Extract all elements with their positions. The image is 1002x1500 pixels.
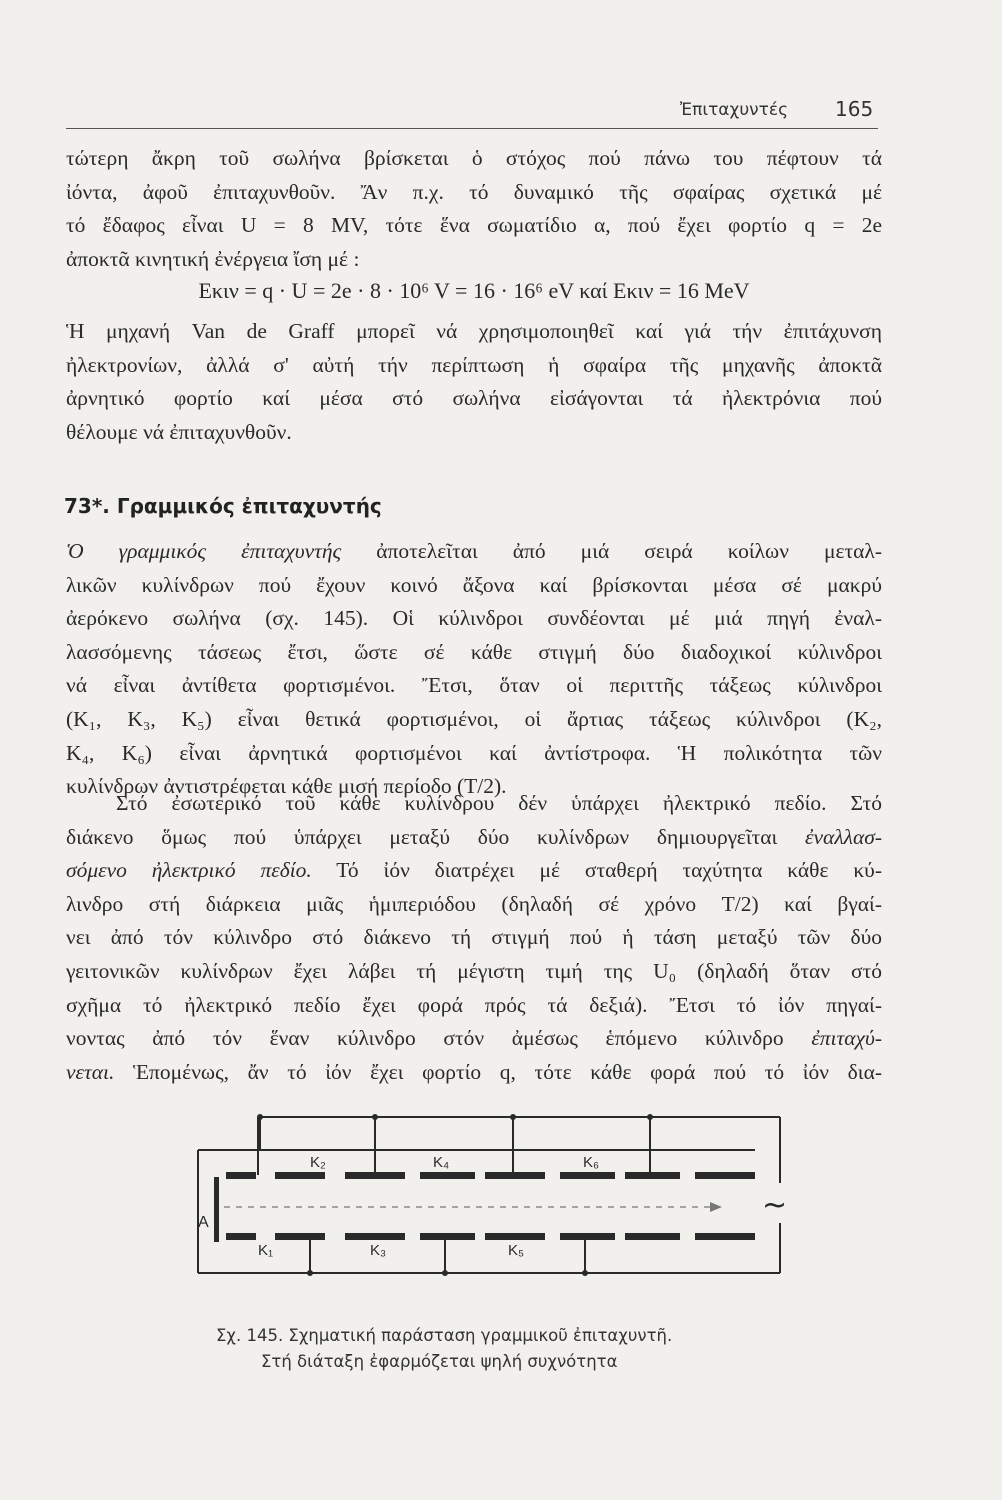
text-run: Τό ἰόν διατρέχει μέ σταθερή ταχύτητα κάθε κύ- [311, 858, 882, 883]
text-line: λινδρο στή διάρκεια μιᾶς ἡμιπεριόδου (δηλαδή σέ χρόνο T/2) καί βγαί- [66, 891, 882, 916]
k3-label: K₃ [370, 1242, 387, 1259]
text-line [66, 535, 882, 569]
text-run: ἀποτελεῖται ἀπό μιά σειρά κοίλων μεταλ- [341, 539, 882, 563]
text-line: ἰόντα, ἀφοῦ ἐπιταχυνθοῦν. Ἄν π.χ. τό δυναμικό τῆς σφαίρας σχετικά μέ [66, 179, 882, 204]
lower-electrode-segment [560, 1233, 615, 1240]
paragraph-van-de-graaff-energy [66, 142, 882, 276]
page-number: 165 [835, 97, 874, 121]
junction-dot [510, 1114, 516, 1120]
text-line: σχῆμα τό ἠλεκτρικό πεδίο ἔχει φορά πρός τά δεξιά). Ἔτσι τό ἰόν πηγαί- [66, 992, 882, 1017]
section-heading: 73*. Γραμμικός ἐπιταχυντής [64, 494, 382, 518]
ion-source-plate [214, 1177, 219, 1242]
paragraph-alternating-field [66, 787, 882, 1089]
text-line: νει ἀπό τόν κύλινδρο στό διάκενο τή στιγμή πού ἡ τάση μεταξύ τῶν δύο [66, 925, 882, 950]
caption-line: Στή διάταξη ἐφαρμόζεται ψηλή συχνότητα [261, 1352, 618, 1371]
k4-label: K₄ [433, 1154, 450, 1171]
header-rule [66, 128, 878, 129]
text-line: Στό ἐσωτερικό τοῦ κάθε κυλίνδρου δέν ὑπάρχει ἠλεκτρικό πεδίο. Στό [116, 791, 882, 815]
k5-label: K₅ [508, 1242, 525, 1259]
k1-label: K₁ [258, 1242, 274, 1259]
term-accelerated: ἐπιταχύ- [811, 1026, 882, 1051]
running-title: Ἐπιταχυντές [680, 100, 789, 120]
text-run: νοντας ἀπό τόν ἕναν κύλινδρο στόν ἀμέσως ἑπόμενο κύλινδρο [66, 1026, 812, 1051]
linear-accelerator-figure [180, 1105, 820, 1330]
text-line: (K₁, K₃, K₅) εἶναι θετικά φορτισμένοι, οἱ ἄρτιας τάξεως κύλινδροι (K₂, [66, 706, 882, 731]
text-line: γειτονικῶν κυλίνδρων ἔχει λάβει τή μέγιστη τιμή της U₀ (δηλαδή ὅταν στό [66, 958, 882, 983]
term-accelerated-end: νεται. [66, 1059, 115, 1084]
junction-dot [582, 1270, 588, 1276]
lower-electrode-segment [420, 1233, 475, 1240]
term-alternating-field: σόμενο ἠλεκτρικό πεδίο. [66, 858, 312, 883]
text-line: θέλουμε νά ἐπιταχυνθοῦν. [66, 419, 292, 444]
text-line: ἀρνητικό φορτίο καί μέσα στό σωλήνα εἰσάγονται τά ἠλεκτρόνια πού [66, 386, 882, 411]
figure-caption [216, 1323, 816, 1375]
junction-dot [372, 1114, 378, 1120]
text-line: K₄, K₆) εἶναι ἀρνητικά φορτισμένοι καί ἀντίστροφα. Ἡ πολικότητα τῶν [66, 740, 882, 765]
text-line: ἀερόκενο σωλήνα (σχ. 145). Οἱ κύλινδροι συνδέονται μέ μιά πηγή ἐναλ- [66, 606, 882, 631]
lower-electrode-segment [485, 1233, 545, 1240]
upper-electrode-segment [560, 1172, 615, 1179]
junction-dot [307, 1270, 313, 1276]
text-line: κυλίνδρων ἀντιστρέφεται κάθε μισή περίοδο (T/2). [66, 774, 507, 799]
text-line: λικῶν κυλίνδρων πού ἔχουν κοινό ἄξονα καί βρίσκονται μέσα σέ μακρύ [66, 572, 882, 597]
lower-electrode-segment [345, 1233, 405, 1240]
ac-source-icon: ~ [762, 1188, 788, 1223]
term-linear-accelerator: Ὁ γραμμικός ἐπιταχυντής [66, 539, 342, 563]
text-run: Ἑπομένως, ἄν τό ἰόν ἔχει φορτίο q, τότε κάθε φορά πού τό ἰόν δια- [114, 1059, 882, 1084]
caption-line: Σχ. 145. Σχηματική παράσταση γραμμικοῦ ἐπιταχυντῆ. [216, 1326, 673, 1345]
upper-electrode-segment [695, 1172, 755, 1179]
junction-dot [442, 1270, 448, 1276]
lower-electrode-segment [226, 1233, 256, 1240]
upper-electrode-segment [625, 1172, 680, 1179]
paragraph-electron-acceleration [66, 315, 882, 449]
term-alternating: ἐναλλασ- [805, 824, 882, 849]
upper-electrode-segment [485, 1172, 545, 1179]
junction-dot [257, 1114, 263, 1120]
text-run: διάκενο ὅμως πού ὑπάρχει μεταξύ δύο κυλίνδρων δημιουργεῖται [66, 824, 806, 849]
text-line [66, 1056, 882, 1090]
k6-label: K₆ [583, 1154, 600, 1171]
text-line [66, 854, 882, 888]
text-line: ἀποκτᾶ κινητική ἐνέργεια ἴση μέ : [66, 246, 360, 271]
k2-label: K₂ [310, 1154, 326, 1171]
source-label: A [198, 1214, 209, 1231]
upper-electrode-segment [226, 1172, 256, 1179]
text-line: τώτερη ἄκρη τοῦ σωλήνα βρίσκεται ὁ στόχος πού πάνω του πέφτουν τά [66, 146, 882, 170]
text-line: τό ἔδαφος εἶναι U = 8 MV, τότε ἕνα σωματίδιο α, πού ἔχει φορτίο q = 2e [66, 213, 882, 238]
junction-dot [647, 1114, 653, 1120]
energy-equation: Eκιν = q · U = 2e · 8 · 10⁶ V = 16 · 16⁶ eV καί Eκιν = 16 MeV [198, 278, 750, 303]
text-line [66, 821, 882, 855]
beam-arrow-icon [710, 1202, 722, 1212]
lower-electrode-segment [625, 1233, 680, 1240]
text-line: λασσόμενης τάσεως ἔτσι, ὥστε σέ κάθε στιγμή δύο διαδοχικοί κύλινδροι [66, 639, 882, 664]
lower-electrode-segment [275, 1233, 325, 1240]
paragraph-linear-accelerator-description [66, 535, 882, 804]
text-line: ἠλεκτρονίων, ἀλλά σ' αὐτή τήν περίπτωση ἡ σφαίρα τῆς μηχανῆς ἀποκτᾶ [66, 352, 882, 377]
upper-electrode-segment [420, 1172, 475, 1179]
text-line: νά εἶναι ἀντίθετα φορτισμένοι. Ἔτσι, ὅταν οἱ περιττῆς τάξεως κύλινδροι [66, 673, 882, 698]
upper-electrode-segment [345, 1172, 405, 1179]
lower-electrode-segment [695, 1233, 755, 1240]
upper-electrode-segment [275, 1172, 325, 1179]
text-line [66, 1022, 882, 1056]
text-line: Ἡ μηχανή Van de Graff μπορεῖ νά χρησιμοποιηθεῖ καί γιά τήν ἐπιτάχυνση [66, 319, 882, 343]
